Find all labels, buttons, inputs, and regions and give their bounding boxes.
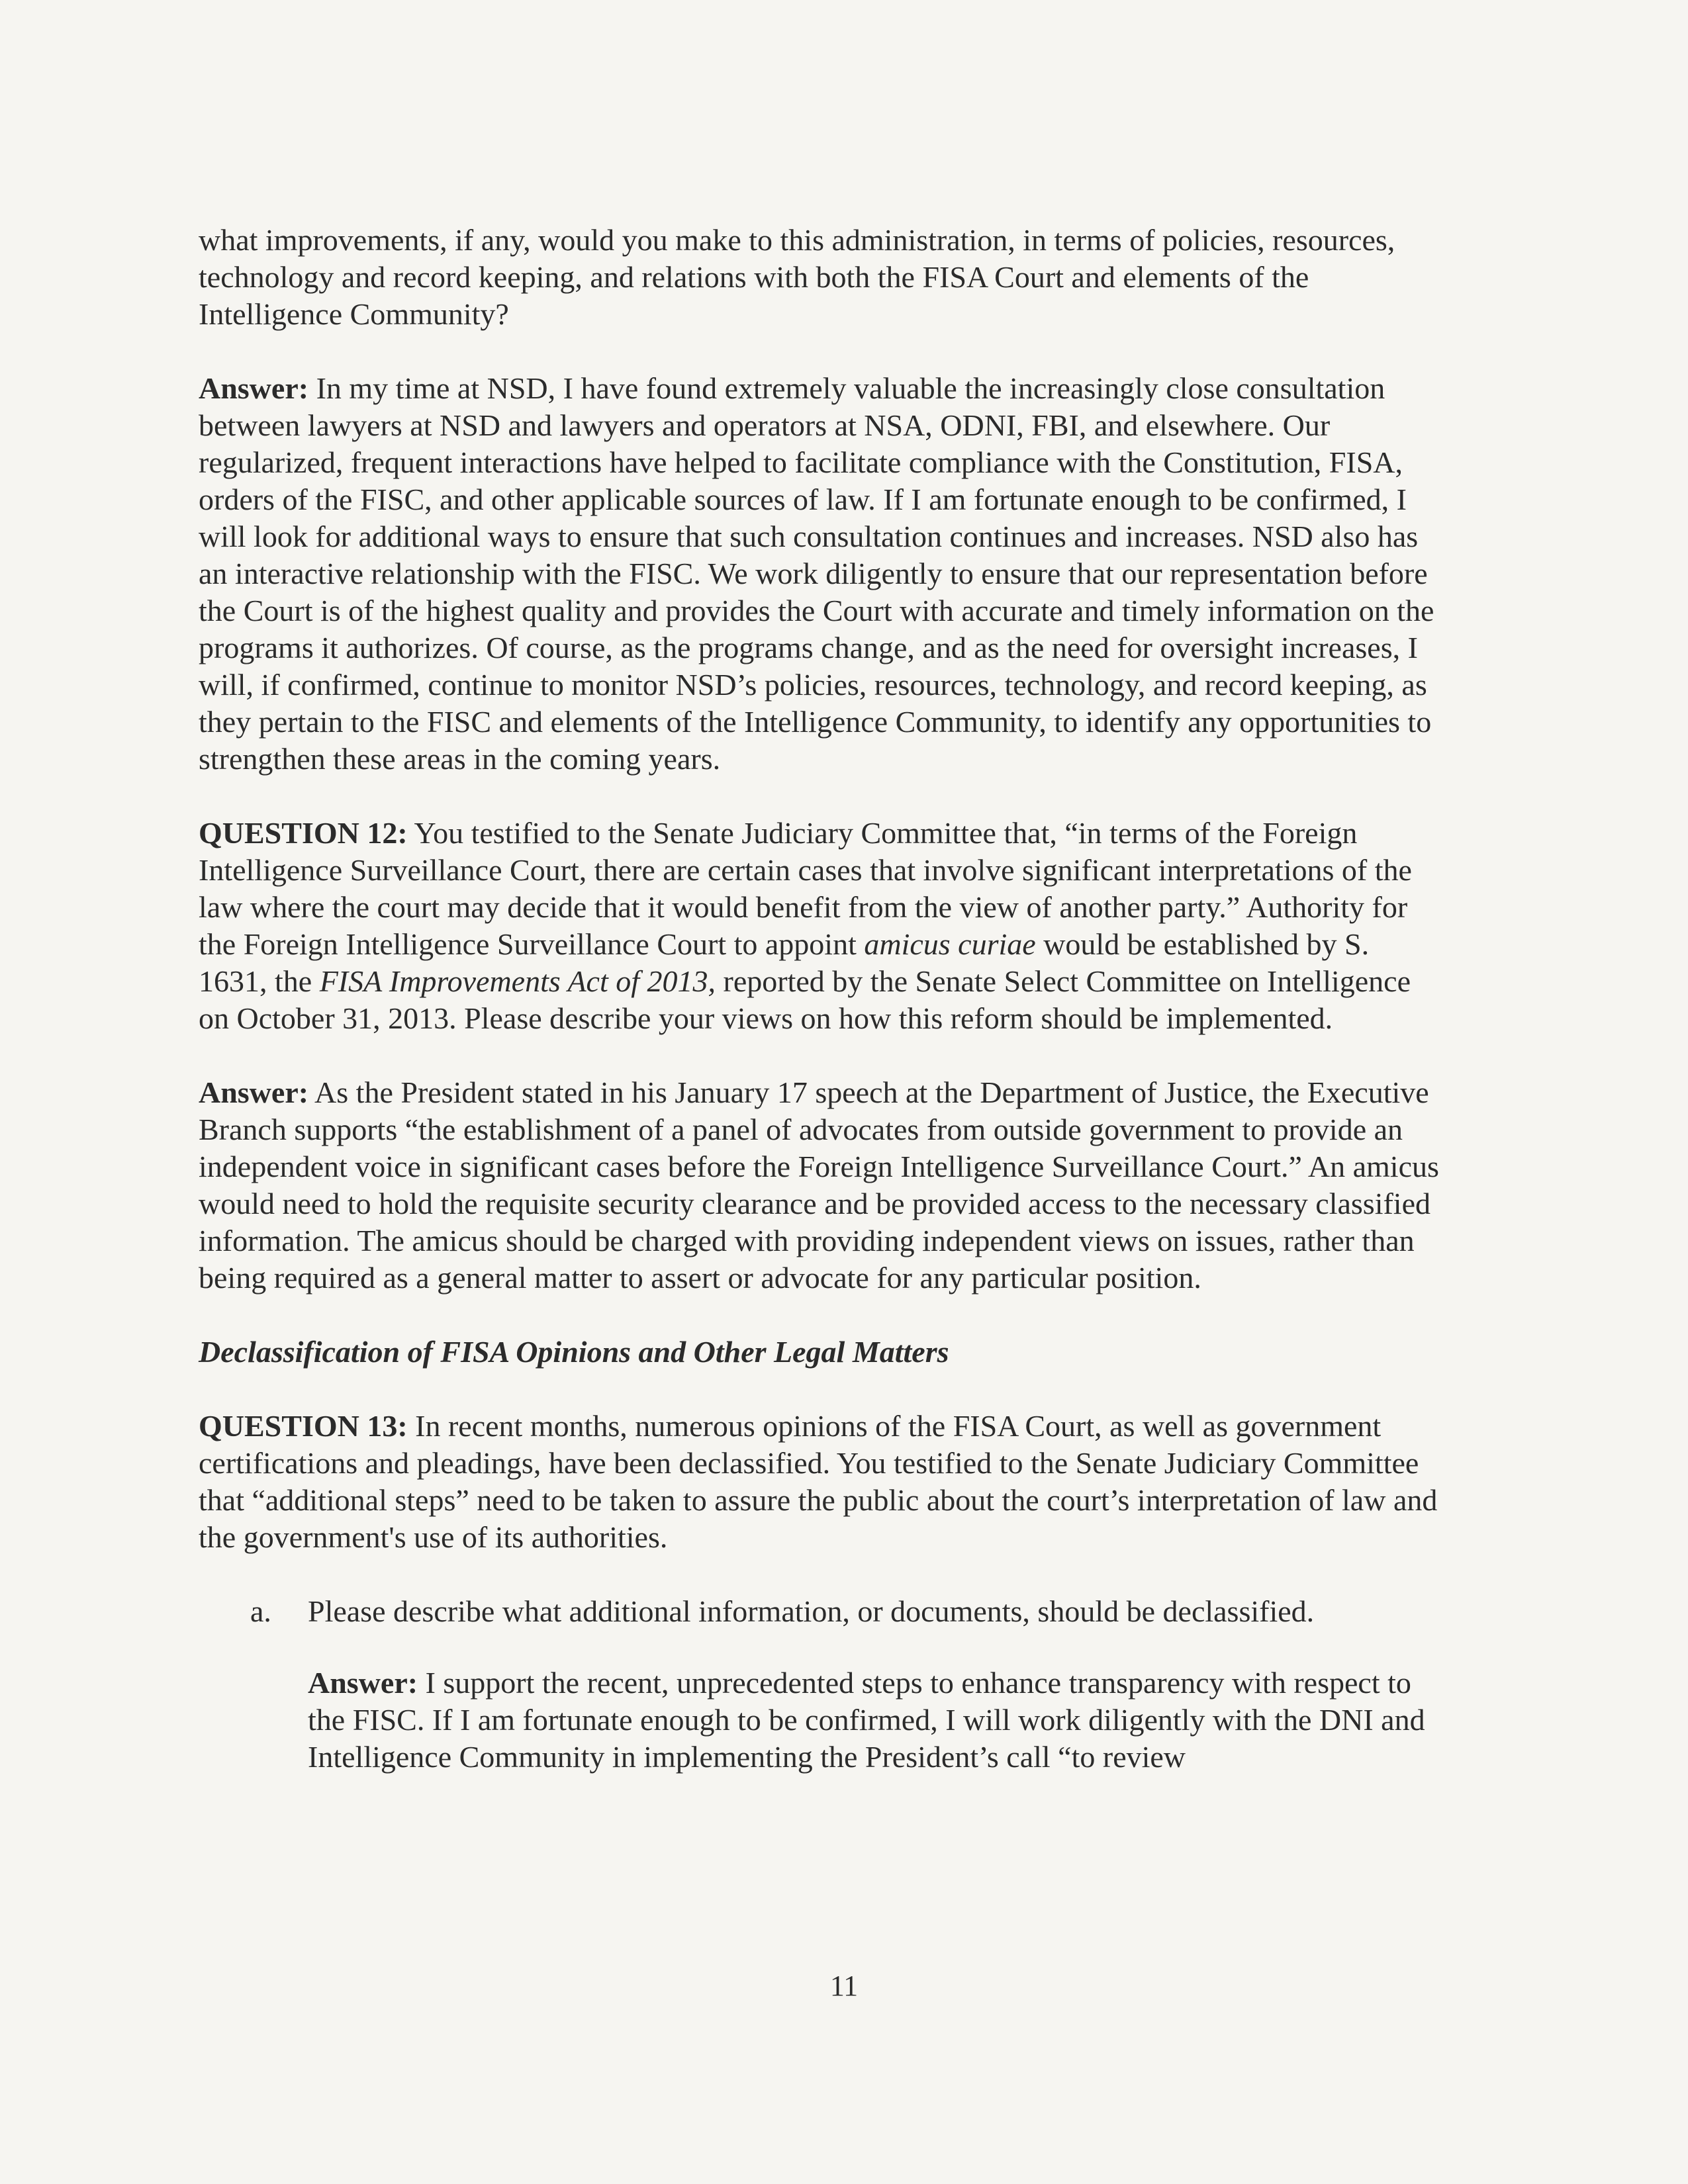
answer-text: I support the recent, unprecedented steps to enhance transparency with respect to the FISC. If I am fortunate enough to be confirmed, I will work diligently with the DNI and Intelligence Community in implementing the President’s call “to review [308,1666,1425,1774]
question-italic-amicus: amicus curiae [864,927,1036,961]
question-italic-act-title: FISA Improvements Act of 2013, [319,964,716,998]
question-text: In recent months, numerous opinions of the FISA Court, as well as government certifications and pleadings, have been declassified. You testified to the Senate Judiciary Committee that “additional steps” need to be taken to assure the public about the court’s interpretation of law and the government's use of its authorities. [199,1409,1438,1554]
answer-label: Answer: [308,1666,418,1700]
question-13-item-a [199,1593,1443,1630]
answer-paragraph-2 [199,1074,1443,1297]
question-label: QUESTION 12: [199,816,408,850]
answer-paragraph-3 [308,1664,1443,1776]
intro-text: what improvements, if any, would you make to this administration, in terms of policies, resources, technology and record keeping, and relations with both the FISA Court and elements of the Intelligence Community? [199,223,1395,331]
list-item-text: Please describe what additional information, or documents, should be declassified. [308,1594,1315,1628]
answer-label: Answer: [199,371,309,405]
answer-text: In my time at NSD, I have found extremely valuable the increasingly close consultation between lawyers at NSD and lawyers and operators at NSA, ODNI, FBI, and elsewhere. Our regularized, frequent interactions have helped to facilitate compliance with the Constitution, FISA, orders of the FISC, and other applicable sources of law. If I am fortunate enough to be confirmed, I will look for additional ways to ensure that such consultation continues and increases. NSD also has an interactive relationship with the FISC. We work diligently to ensure that our representation before the Court is of the highest quality and provides the Court with accurate and timely information on the programs it authorizes. Of course, as the programs change, and as the need for oversight increases, I will, if confirmed, continue to monitor NSD’s policies, resources, technology, and record keeping, as they pertain to the FISC and elements of the Intelligence Community, to identify any opportunities to strengthen these areas in the coming years. [199,371,1434,776]
answer-paragraph-1 [199,370,1443,778]
question-text-part-c: reported by the Senate Select Committee on Intelligence on October 31, 2013. Please describe your views on how this reform should be implemented. [199,964,1411,1035]
question-13-paragraph [199,1408,1443,1556]
question-12-paragraph [199,815,1443,1037]
page-number: 11 [829,1970,859,2002]
question-text-part-b: would be established by S. 1631, the [199,927,1370,998]
answer-label: Answer: [199,1075,309,1109]
answer-text: As the President stated in his January 17 speech at the Department of Justice, the Executive Branch supports “the establishment of a panel of advocates from outside government to provide an independent voice in significant cases before the Foreign Intelligence Surveillance Court.” An amicus would need to hold the requisite security clearance and be provided access to the necessary classified information. The amicus should be charged with providing independent views on issues, rather than being required as a general matter to assert or advocate for any particular position. [199,1075,1439,1295]
list-marker: a. [250,1594,271,1628]
section-heading: Declassification of FISA Opinions and Other Legal Matters [199,1335,949,1369]
intro-paragraph [199,222,1443,333]
question-text-part-a: You testified to the Senate Judiciary Committee that, “in terms of the Foreign Intelligence Surveillance Court, there are certain cases that involve significant interpretations of the law where the court may decide that it would benefit from the view of another party.” Authority for the Foreign Intelligence Surveillance Court to appoint [199,816,1412,961]
question-label: QUESTION 13: [199,1409,408,1443]
page-body [199,222,1443,1813]
